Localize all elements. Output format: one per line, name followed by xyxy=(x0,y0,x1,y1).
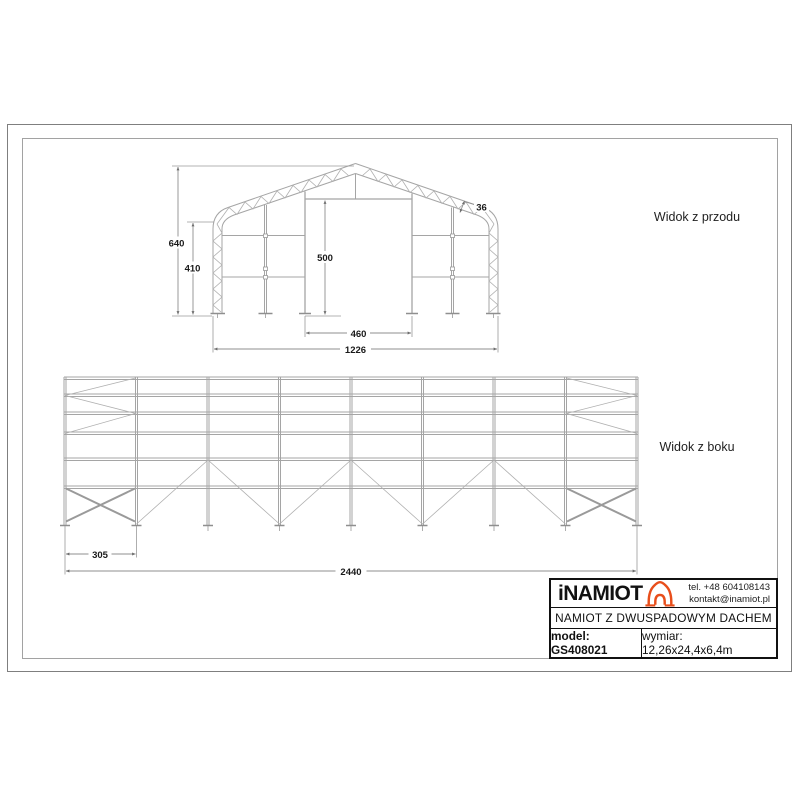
dim-total-width: 1226 xyxy=(344,345,367,356)
product-name: NAMIOT Z DWUSPADOWYM DACHEM xyxy=(555,611,772,625)
dim-wall-height: 410 xyxy=(184,263,201,275)
email-address: kontakt@inamiot.pl xyxy=(689,593,770,605)
side-view xyxy=(60,377,642,578)
dim-door-width: 460 xyxy=(350,329,367,340)
dim-end-bay-width: 305 xyxy=(92,550,108,561)
phone-number: tel. +48 604108143 xyxy=(688,582,770,593)
contact-info xyxy=(688,582,770,605)
size-cell: wymiar: 12,26x24,4x6,4m xyxy=(642,629,733,657)
dim-total-height: 640 xyxy=(168,238,185,250)
title-block-header-row xyxy=(551,580,776,608)
side-view-label: Widok z boku xyxy=(659,440,735,454)
dim-truss-depth: 36 xyxy=(476,202,487,214)
product-name-row xyxy=(551,608,776,629)
tent-logo-icon xyxy=(644,580,676,607)
model-size-row xyxy=(551,629,776,657)
front-view xyxy=(165,164,501,357)
dim-total-length: 2440 xyxy=(340,567,362,578)
dim-door-height: 500 xyxy=(317,253,333,264)
brand-logo-text: iNAMIOT xyxy=(558,582,643,605)
front-view-label: Widok z przodu xyxy=(653,210,741,224)
model-cell: model: GS408021 xyxy=(551,629,642,657)
title-block xyxy=(549,578,778,659)
